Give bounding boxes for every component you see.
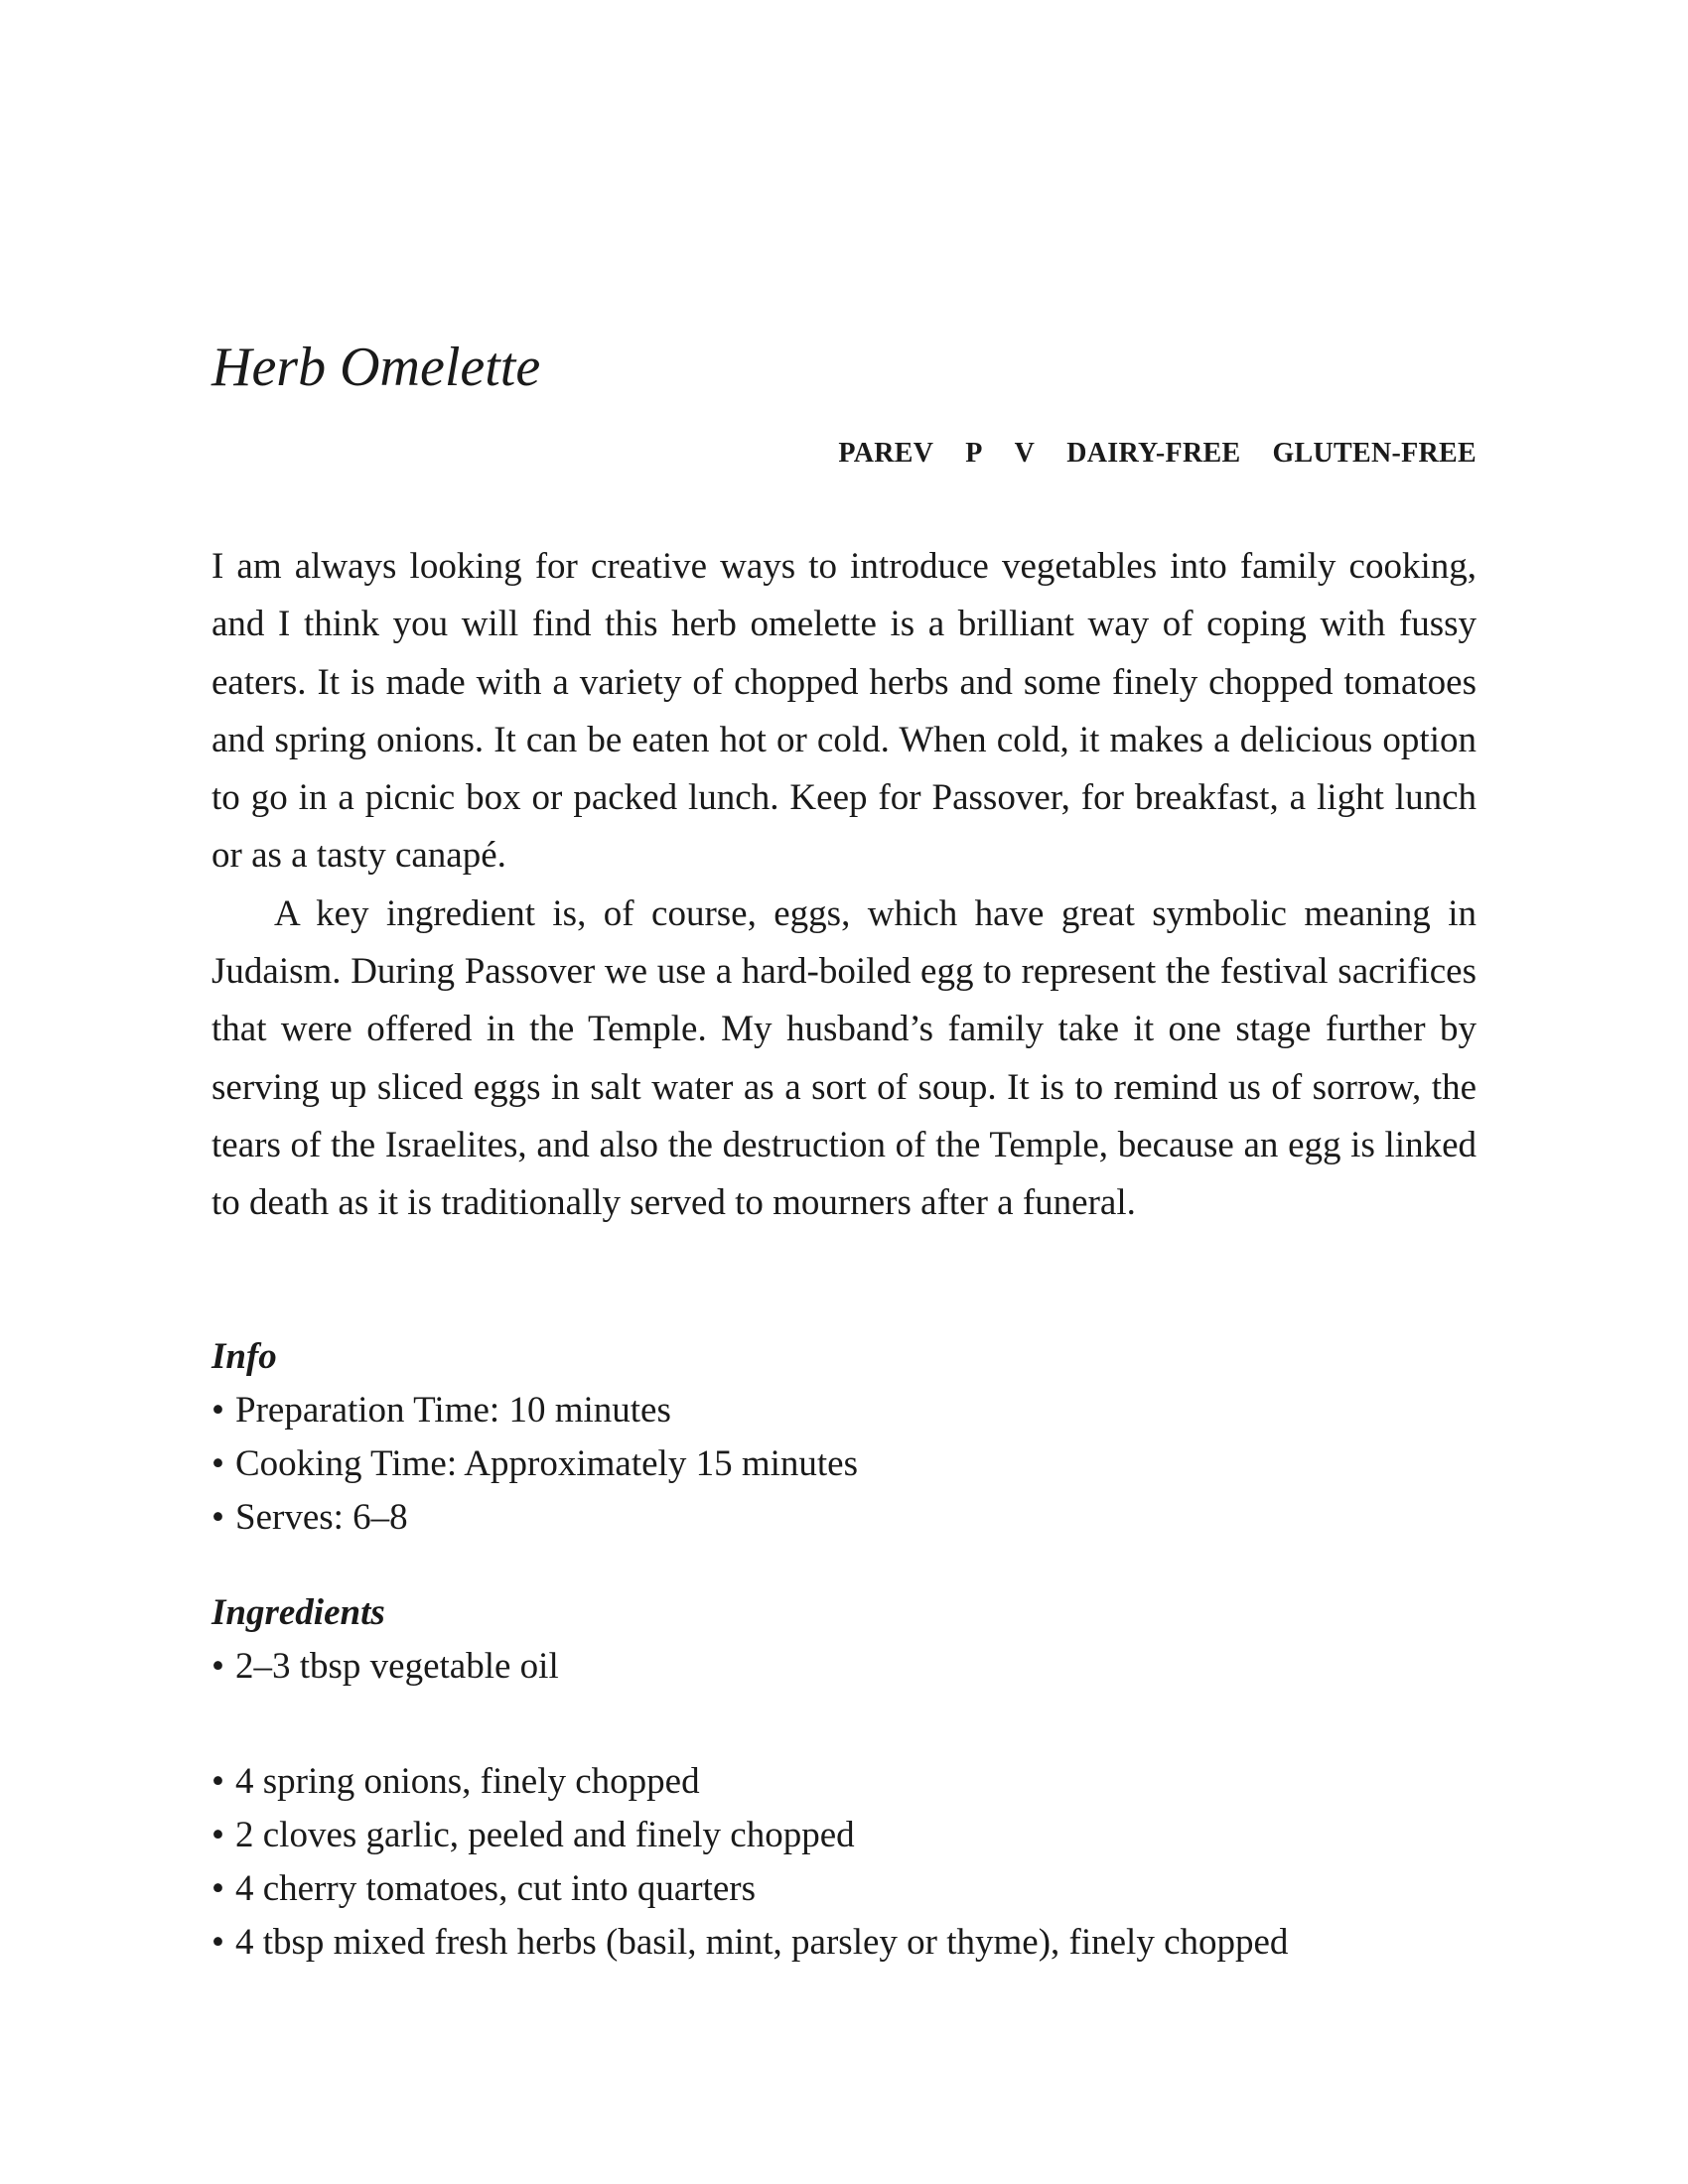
bullet: • [211, 1815, 224, 1855]
info-heading: Info [211, 1336, 277, 1377]
bullet: • [211, 1868, 224, 1909]
list-item [211, 1809, 1477, 1862]
ingredient-text: 4 cherry tomatoes, cut into quarters [235, 1868, 756, 1909]
list-item [211, 1491, 1477, 1545]
ingredients-section [211, 1586, 1477, 1970]
list-item [211, 1437, 1477, 1491]
list-item [211, 1862, 1477, 1916]
bullet: • [211, 1443, 224, 1484]
dietary-tags [838, 437, 1477, 471]
bullet: • [211, 1497, 224, 1538]
bullet: • [211, 1922, 224, 1963]
tag-dairy-free: DAIRY-FREE [1066, 438, 1241, 469]
recipe-introduction [211, 538, 1477, 1233]
list-item [211, 1755, 1477, 1809]
tag-v: V [1014, 438, 1036, 469]
bullet: • [211, 1646, 224, 1687]
tag-gluten-free: GLUTEN-FREE [1272, 438, 1477, 469]
ingredients-heading: Ingredients [211, 1592, 385, 1633]
list-item [211, 1916, 1477, 1970]
info-section [211, 1330, 1477, 1545]
list-item [211, 1384, 1477, 1437]
recipe-page [211, 0, 1477, 2184]
ingredient-text: 4 spring onions, finely chopped [235, 1761, 700, 1802]
ingredient-text: 4 tbsp mixed fresh herbs (basil, mint, parsley or thyme), finely chopped [235, 1922, 1289, 1963]
info-list [211, 1384, 1477, 1545]
intro-paragraph: I am always looking for creative ways to introduce vegetables into family cooking, and I think you will find this herb omelette is a brilliant way of coping with fussy eaters. It is made with a variety of chopped herbs and some finely chopped tomatoes and spring onions. It can be eaten hot or cold. When cold, it makes a delicious option to go in a picnic box or packed lunch. Keep for Passover, for breakfast, a light lunch or as a tasty canapé. [211, 546, 1477, 877]
bullet: • [211, 1390, 224, 1431]
ingredient-text: 2–3 tbsp vegetable oil [235, 1646, 559, 1687]
bullet: • [211, 1761, 224, 1802]
list-item [211, 1640, 1477, 1694]
info-item-text: Cooking Time: Approximately 15 minutes [235, 1443, 858, 1484]
ingredient-text: 2 cloves garlic, peeled and finely chopped [235, 1815, 855, 1855]
ingredients-spacer [211, 1694, 1477, 1755]
info-item-text: Preparation Time: 10 minutes [235, 1390, 671, 1431]
tag-parev: PAREV [838, 438, 934, 469]
info-item-text: Serves: 6–8 [235, 1497, 408, 1538]
recipe-title: Herb Omelette [211, 337, 541, 398]
intro-paragraph: A key ingredient is, of course, eggs, which have great symbolic meaning in Judaism. During Passover we use a hard-boiled egg to represent the festival sacrifices that were offered in the Temple. My husband’s family take it one stage further by serving up sliced eggs in salt water as a sort of soup. It is to remind us of sorrow, the tears of the Israelites, and also the destruction of the Temple, because an egg is linked to death as it is traditionally served to mourners after a funeral. [211, 892, 1477, 1224]
ingredients-list-group-2 [211, 1755, 1477, 1970]
tag-p: P [965, 438, 983, 469]
ingredients-list-group-1 [211, 1640, 1477, 1694]
